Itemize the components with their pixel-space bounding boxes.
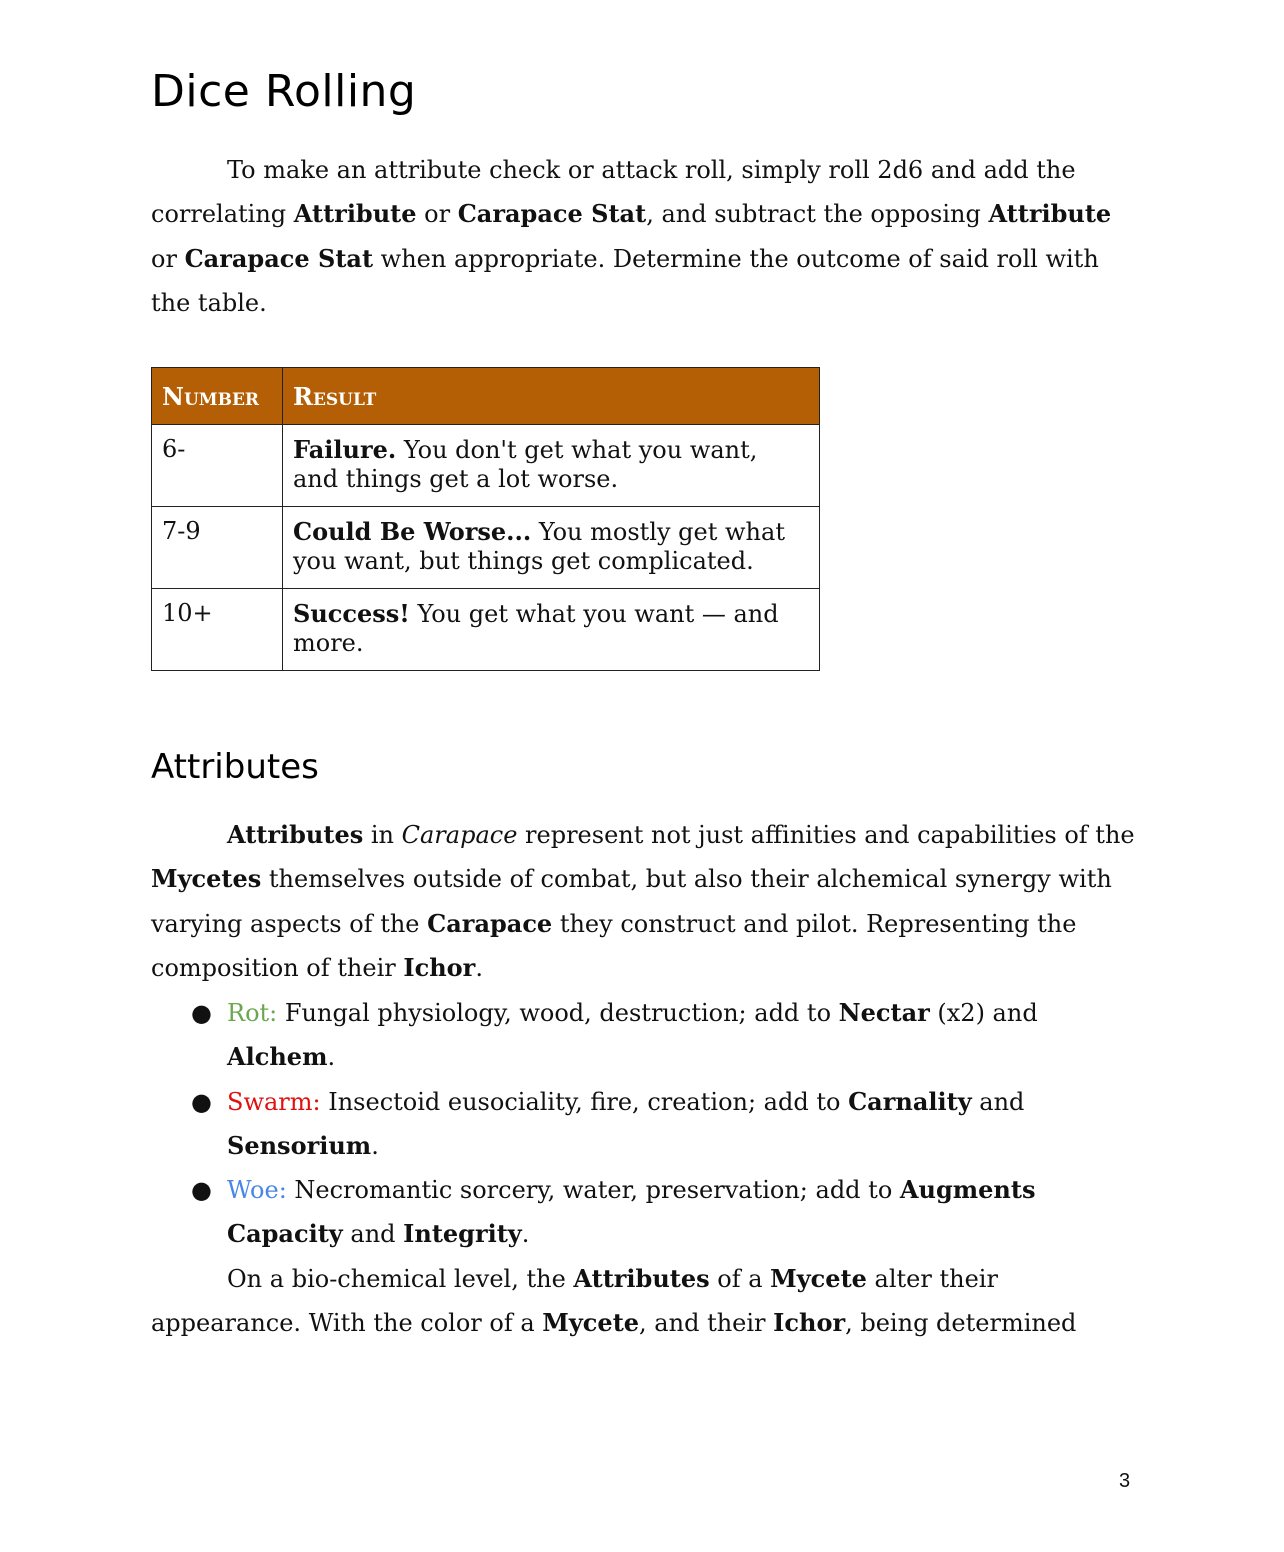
bullet-icon: ● (191, 1087, 212, 1116)
bullet-icon: ● (191, 1176, 212, 1205)
table-row (152, 507, 820, 589)
table-header-row (152, 368, 820, 425)
closing-paragraph: On a bio-chemical level, the Attributes of a Mycete alter their appearance. With the color of a Mycete, and their Ichor, being determined (151, 1264, 1077, 1338)
row-number: 7-9 (152, 507, 283, 589)
row-result: Success! You get what you want — and more. (283, 589, 820, 671)
table-row (152, 425, 820, 507)
bullet-icon: ● (191, 999, 212, 1027)
list-item: ● Swarm: Insectoid eusociality, fire, creation; add to Carnality and Sensorium. (151, 1080, 1136, 1169)
list-item: ● Woe: Necromantic sorcery, water, preservation; add to Augments Capacity and Integrity. (151, 1168, 1136, 1257)
row-result: Could Be Worse... You mostly get what you want, but things get complicated. (283, 507, 820, 589)
page-title: Dice Rolling (151, 66, 417, 117)
attribute-name: Woe: (227, 1176, 287, 1205)
header-result: Result (283, 368, 820, 425)
intro-paragraph: To make an attribute check or attack roll, simply roll 2d6 and add the correlating Attribute or Carapace Stat, and subtract the opposing Attribute or Carapace Stat when appropriate. Determine the outcome of said roll with the table. (151, 156, 1112, 317)
row-number: 10+ (152, 589, 283, 671)
results-table (151, 367, 820, 671)
attribute-name: Rot: (227, 999, 278, 1027)
attributes-paragraph: Attributes in Carapace represent not just affinities and capabilities of the Mycetes themselves outside of combat, but also their alchemical synergy with varying aspects of the Carapace they construct and pilot. Representing the composition of their Ichor. (151, 820, 1135, 982)
row-number: 6- (152, 425, 283, 507)
list-item: ● Rot: Fungal physiology, wood, destruction; add to Nectar (x2) and Alchem. (151, 991, 1136, 1080)
section-heading: Attributes (151, 747, 319, 787)
attribute-list (151, 991, 1136, 1257)
row-result: Failure. You don't get what you want, and things get a lot worse. (283, 425, 820, 507)
attribute-name: Swarm: (227, 1087, 321, 1116)
table-row (152, 589, 820, 671)
header-number: Number (152, 368, 283, 425)
page-number: 3 (1119, 1470, 1131, 1492)
